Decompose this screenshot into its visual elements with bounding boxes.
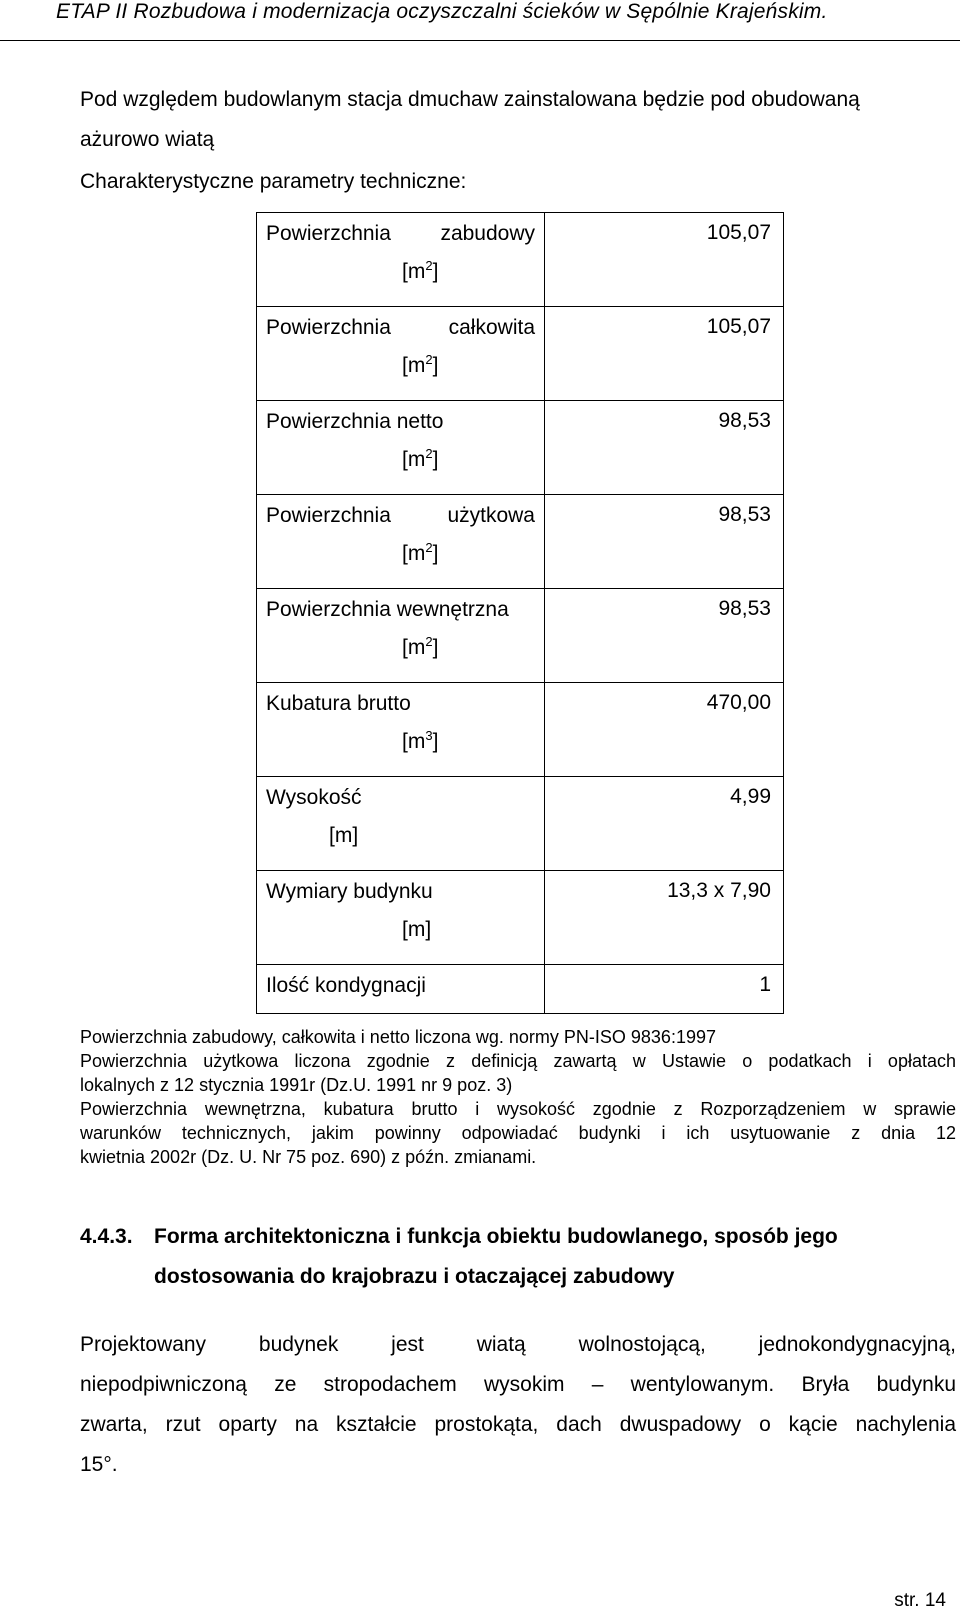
param-value: 98,53 (545, 589, 784, 683)
section-title-line-1: Forma architektoniczna i funkcja obiektu budowlanego, sposób jego (154, 1225, 838, 1248)
param-unit-close: ] (432, 636, 439, 659)
param-name-cell (257, 307, 545, 401)
intro-line-1: Pod względem budowlanym stacja dmuchaw zainstalowana będzie pod obudowaną (80, 88, 860, 111)
intro-line-3: Charakterystyczne parametry techniczne: (80, 170, 467, 193)
param-unit (402, 260, 438, 284)
param-unit (402, 354, 438, 378)
param-value: 98,53 (545, 495, 784, 589)
param-name-suffix: całkowita (448, 316, 535, 339)
param-unit-base: [m] (402, 918, 432, 941)
param-unit-base: [m] (329, 824, 359, 847)
param-name: Kubatura brutto (266, 692, 411, 715)
param-name: Powierzchnia wewnętrzna (266, 598, 509, 621)
param-name: Wymiary budynku (266, 880, 433, 903)
param-name-cell (257, 777, 545, 871)
param-name: Powierzchnia (266, 504, 391, 527)
param-value: 1 (545, 965, 784, 1014)
param-unit (402, 918, 431, 942)
param-unit (402, 636, 438, 660)
param-name-suffix: użytkowa (447, 504, 535, 527)
param-unit-close: ] (432, 260, 439, 283)
param-unit-exponent: 2 (425, 352, 433, 367)
header-title: ETAP II Rozbudowa i modernizacja oczyszczalni ścieków w Sępólnie Krajeńskim. (56, 0, 828, 23)
param-unit-close: ] (432, 730, 439, 753)
param-value: 105,07 (545, 213, 784, 307)
param-value: 13,3 x 7,90 (545, 871, 784, 965)
param-unit-exponent: 2 (425, 258, 433, 273)
param-value: 98,53 (545, 401, 784, 495)
param-unit (329, 824, 358, 848)
param-name-cell (257, 589, 545, 683)
intro-line-2: ażurowo wiatą (80, 128, 215, 151)
param-name: Wysokość (266, 786, 362, 809)
param-name-cell (257, 683, 545, 777)
param-unit-exponent: 2 (425, 634, 433, 649)
table-row (257, 871, 784, 965)
param-unit-base: [m (402, 260, 426, 283)
param-name: Ilość kondygnacji (266, 974, 426, 997)
note-line-2a: Powierzchnia użytkowa liczona zgodnie z definicją zawartą w Ustawie o podatkach i opłatach (80, 1051, 956, 1071)
table-row (257, 401, 784, 495)
param-unit-close: ] (432, 448, 439, 471)
param-value: 105,07 (545, 307, 784, 401)
table-row (257, 213, 784, 307)
param-unit-base: [m (402, 448, 426, 471)
table-row (257, 307, 784, 401)
section-number: 4.4.3. (80, 1225, 133, 1248)
note-line-3c: kwietnia 2002r (Dz. U. Nr 75 poz. 690) z późn. zmianami. (80, 1147, 537, 1167)
param-value: 470,00 (545, 683, 784, 777)
param-unit (402, 448, 438, 472)
param-name-cell (257, 401, 545, 495)
param-value: 4,99 (545, 777, 784, 871)
param-unit (402, 730, 438, 754)
param-unit (402, 542, 438, 566)
page-header (0, 0, 960, 41)
param-unit-close: ] (432, 354, 439, 377)
body-line-3: zwarta, rzut oparty na kształcie prostokąta, dach dwuspadowy o kącie nachylenia (80, 1413, 956, 1436)
param-name-cell (257, 495, 545, 589)
param-name: Powierzchnia (266, 222, 391, 245)
table-row (257, 495, 784, 589)
param-name-cell (257, 965, 545, 1014)
param-name: Powierzchnia (266, 316, 391, 339)
parameters-table (256, 212, 784, 1014)
param-unit-base: [m (402, 542, 426, 565)
body-line-1: Projektowany budynek jest wiatą wolnostojącą, jednokondygnacyjną, (80, 1333, 956, 1356)
table-row (257, 589, 784, 683)
body-line-4: 15°. (80, 1453, 118, 1476)
note-line-2b: lokalnych z 12 stycznia 1991r (Dz.U. 1991 nr 9 poz. 3) (80, 1075, 513, 1095)
section-title-line-2: dostosowania do krajobrazu i otaczającej zabudowy (154, 1265, 675, 1288)
param-unit-base: [m (402, 354, 426, 377)
page-number: str. 14 (894, 1590, 946, 1611)
note-line-1: Powierzchnia zabudowy, całkowita i netto liczona wg. normy PN-ISO 9836:1997 (80, 1027, 716, 1047)
table-row (257, 777, 784, 871)
body-line-2: niepodpiwniczoną ze stropodachem wysokim – wentylowanym. Bryła budynku (80, 1373, 956, 1396)
note-line-3a: Powierzchnia wewnętrzna, kubatura brutto i wysokość zgodnie z Rozporządzeniem w sprawie (80, 1099, 956, 1119)
param-name-cell (257, 871, 545, 965)
param-name: Powierzchnia netto (266, 410, 444, 433)
param-name-suffix: zabudowy (440, 222, 535, 245)
param-name-cell (257, 213, 545, 307)
table-row (257, 965, 784, 1014)
param-unit-base: [m (402, 730, 426, 753)
table-row (257, 683, 784, 777)
param-unit-base: [m (402, 636, 426, 659)
param-unit-close: ] (432, 542, 439, 565)
note-line-3b: warunków technicznych, jakim powinny odpowiadać budynki i ich usytuowanie z dnia 12 (80, 1123, 956, 1143)
param-unit-exponent: 2 (425, 540, 433, 555)
param-unit-exponent: 3 (425, 728, 433, 743)
param-unit-exponent: 2 (425, 446, 433, 461)
